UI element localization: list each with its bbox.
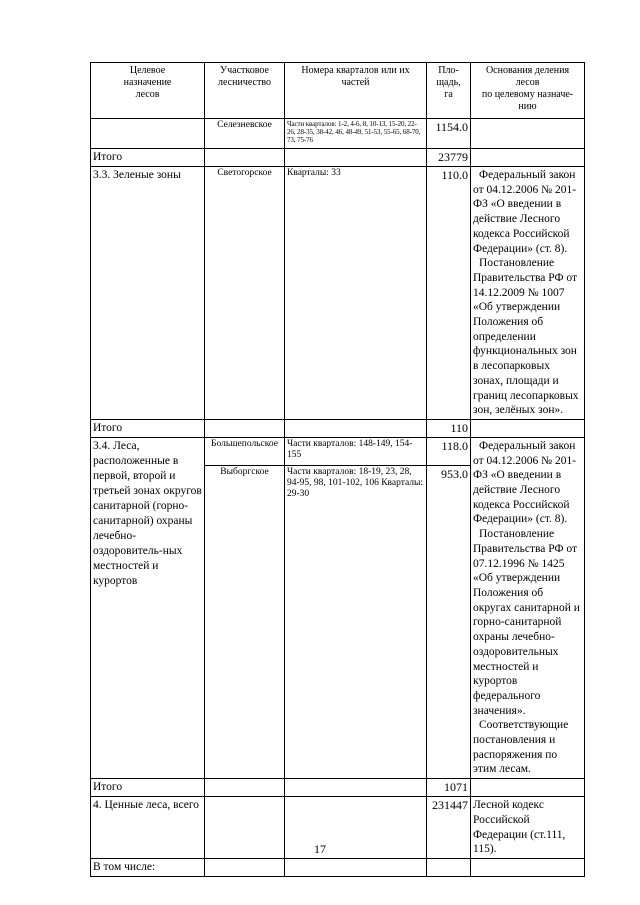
header-district: Участковое лесничество (205, 63, 285, 119)
table-row (91, 149, 585, 167)
cell-purpose: В том числе: (91, 858, 205, 876)
cell-area: 118.0 (427, 437, 471, 466)
cell-basis (471, 419, 585, 437)
cell-area: 23779 (427, 149, 471, 167)
forest-purpose-table (90, 62, 585, 877)
cell-quarters: Части кварталов: 148-149, 154-155 (285, 437, 427, 466)
basis-paragraph: Постановление Правительства РФ от 07.12.1996 № 1425 «Об утверждении Положения об округах санитарной и горно-санитарной охраны лечебно-оздоровительных местностей и курортов федерального значения». (473, 528, 580, 717)
table-row (91, 419, 585, 437)
cell-area: 1154.0 (427, 119, 471, 149)
cell-basis (471, 149, 585, 167)
cell-purpose: 4. Ценные леса, всего (91, 797, 205, 859)
cell-area (427, 858, 471, 876)
cell-quarters (285, 779, 427, 797)
cell-purpose (91, 119, 205, 149)
cell-basis (471, 779, 585, 797)
cell-area: 110 (427, 419, 471, 437)
cell-district (205, 149, 285, 167)
cell-district (205, 779, 285, 797)
header-purpose: Целевое назначение лесов (91, 63, 205, 119)
cell-purpose: Итого (91, 419, 205, 437)
cell-area: 953.0 (427, 466, 471, 779)
cell-purpose: 3.4. Леса, расположенные в первой, второй и третьей зонах округов санитарной (горно-санитарной) охраны лечебно-оздоровитель-ных местностей и курортов (91, 437, 205, 778)
table-row (91, 437, 585, 466)
cell-quarters: Кварталы: 33 (285, 167, 427, 420)
cell-basis (471, 119, 585, 149)
cell-basis: Лесной кодекс Российской Федерации (ст.111, 115). (471, 797, 585, 859)
cell-purpose: 3.3. Зеленые зоны (91, 167, 205, 420)
cell-area: 231447 (427, 797, 471, 859)
cell-purpose: Итого (91, 779, 205, 797)
table-row (91, 167, 585, 420)
cell-area: 110.0 (427, 167, 471, 420)
cell-quarters (285, 149, 427, 167)
basis-paragraph: Постановление Правительства РФ от 14.12.2009 № 1007 «Об утверждении Положения об определении функциональных зон в лесопарковых зонах, площади и границ лесопарковых зон, зелёных зон». (473, 257, 579, 417)
cell-district (205, 419, 285, 437)
cell-district: Светогорское (205, 167, 285, 420)
cell-basis (471, 437, 585, 778)
cell-area: 1071 (427, 779, 471, 797)
basis-paragraph: Федеральный закон от 04.12.2006 № 201-ФЗ «О введении в действие Лесного кодекса Российской Федерации» (ст. 8). (473, 169, 577, 255)
header-area: Пло- щадь, га (427, 63, 471, 119)
cell-district: Большепольское (205, 437, 285, 466)
cell-district: Выборгское (205, 466, 285, 779)
header-basis: Основания деления лесов по целевому назначе- нию (471, 63, 585, 119)
cell-basis (471, 858, 585, 876)
cell-district (205, 858, 285, 876)
cell-quarters (285, 419, 427, 437)
cell-basis (471, 167, 585, 420)
cell-quarters (285, 858, 427, 876)
cell-quarters: Части кварталов: 18-19, 23, 28, 94-95, 98, 101-102, 106 Кварталы: 29-30 (285, 466, 427, 779)
page-number: 17 (314, 842, 326, 856)
basis-paragraph: Федеральный закон от 04.12.2006 № 201-ФЗ «О введении в действие Лесного кодекса Российской Федерации» (ст. 8). (473, 439, 577, 526)
table-row (91, 858, 585, 876)
cell-district: Селезневское (205, 119, 285, 149)
table-row (91, 779, 585, 797)
table-row (91, 119, 585, 149)
header-quarters: Номера кварталов или их частей (285, 63, 427, 119)
basis-paragraph: Соответствующие постановления и распоряжения по этим лесам. (473, 719, 569, 776)
cell-purpose: Итого (91, 149, 205, 167)
table-header-row (91, 63, 585, 119)
cell-quarters: Части кварталов: 1-2, 4-6, 8, 10-13, 15-20, 22-26, 28-35, 38-42, 46, 48-49, 51-53, 55-65, 68-70, 73, 75-76 (285, 119, 427, 149)
